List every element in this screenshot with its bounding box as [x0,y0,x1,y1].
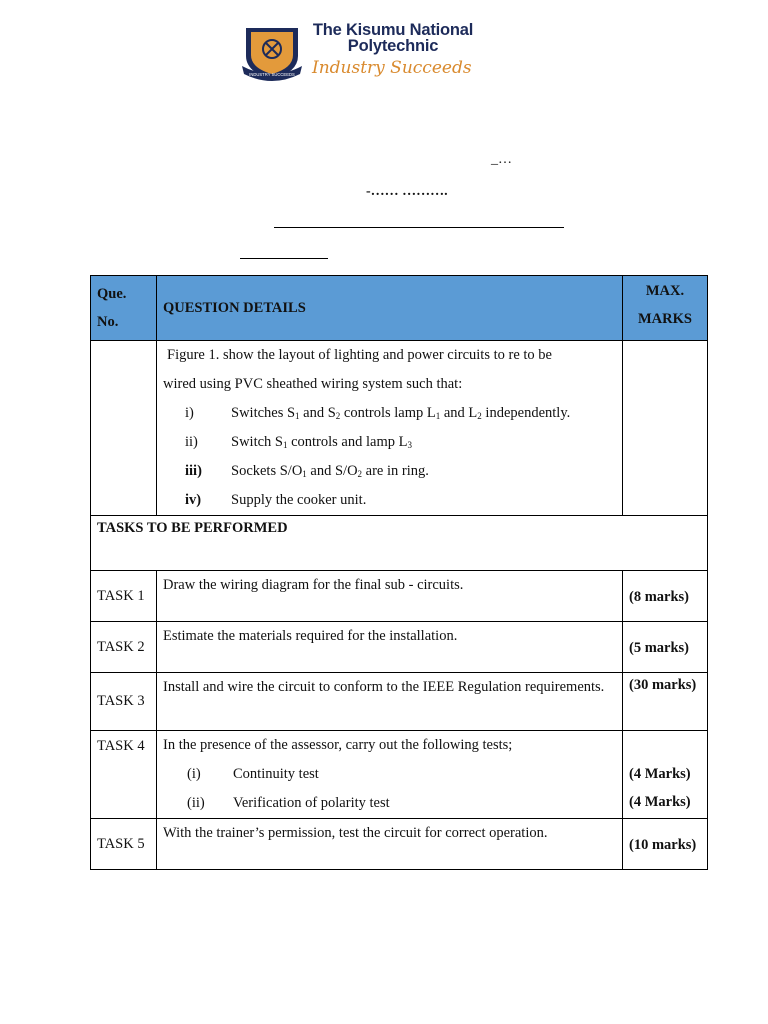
assessment-table [90,275,708,870]
task-marks: (5 marks) [623,622,708,673]
item-text: Supply the cooker unit. [231,492,367,508]
blank-underline-1 [274,227,564,228]
header-que-no: Que. No. [91,276,157,341]
task-marks-cell [623,731,708,819]
question-intro-line-2: wired using PVC sheathed wiring system such that: [163,376,463,392]
task-description-cell [157,731,623,819]
svg-text:INDUSTRY SUCCEEDS: INDUSTRY SUCCEEDS [249,72,295,77]
item-text: Switches $S_1$ and $S_2$ controls lamp $L_1$ and $L_2$ independently. [231,405,571,421]
list-item [163,428,616,457]
list-item [163,486,616,515]
institution-logo [240,22,500,84]
tasks-heading: TASKS TO BE PERFORMED [91,516,708,571]
item-number: iv) [185,492,202,508]
task-description: Install and wire the circuit to conform to the IEEE Regulation requirements. [157,673,623,731]
tasks-heading-row [91,516,708,571]
subtest-marks: (4 Marks) [629,766,691,782]
institution-name [304,22,482,54]
dotted-field-1: _… [491,152,512,167]
institution-name-line1: The Kisumu National [312,21,474,39]
question-details-cell [157,341,623,516]
item-text: Switch $S_1$ controls and lamp $L_3$ [231,434,412,450]
table-row [91,571,708,622]
header-max-marks: MAX. MARKS [623,276,708,341]
list-item [163,457,616,486]
institution-name-line2: Polytechnic [347,37,439,55]
table-row [91,622,708,673]
crest-emblem [240,22,304,84]
item-text: Sockets $S/O_1$ and $S/O_2$ are in ring. [231,463,429,479]
item-number: iii) [185,463,202,479]
institution-motto: Industry Succeeds [312,58,472,78]
subtest-number: (ii) [187,795,205,811]
table-row [91,731,708,819]
table-row [91,673,708,731]
blank-underline-2 [240,258,328,259]
question-marks-cell [623,341,708,516]
item-number: i) [185,405,194,421]
task-description: Draw the wiring diagram for the final sub - circuits. [157,571,623,622]
task-marks: (10 marks) [623,819,708,870]
list-item [163,789,616,818]
task-label: TASK 2 [91,622,157,673]
subtest-number: (i) [187,766,201,782]
task-label: TASK 4 [91,731,157,819]
task-label: TASK 1 [91,571,157,622]
list-item [163,760,616,789]
task-description: In the presence of the assessor, carry out the following tests; [163,737,513,753]
question-intro-line-1: Figure 1. show the layout of lighting and power circuits to re to be [167,347,552,363]
task-label: TASK 5 [91,819,157,870]
task-label: TASK 3 [91,673,157,731]
task-description: With the trainer’s permission, test the circuit for correct operation. [157,819,623,870]
task-marks: (8 marks) [623,571,708,622]
question-row [91,341,708,516]
task-marks: (30 marks) [623,673,708,731]
list-item [163,399,616,428]
table-header-row [91,276,708,341]
table-row [91,819,708,870]
dotted-field-2: -…… ………. [366,184,448,199]
subtest-text: Continuity test [233,766,319,782]
header-question-details: QUESTION DETAILS [157,276,623,341]
item-number: ii) [185,434,198,450]
subtest-marks: (4 Marks) [629,794,691,810]
task-description: Estimate the materials required for the installation. [157,622,623,673]
subtest-text: Verification of polarity test [233,795,390,811]
question-number-cell [91,341,157,516]
